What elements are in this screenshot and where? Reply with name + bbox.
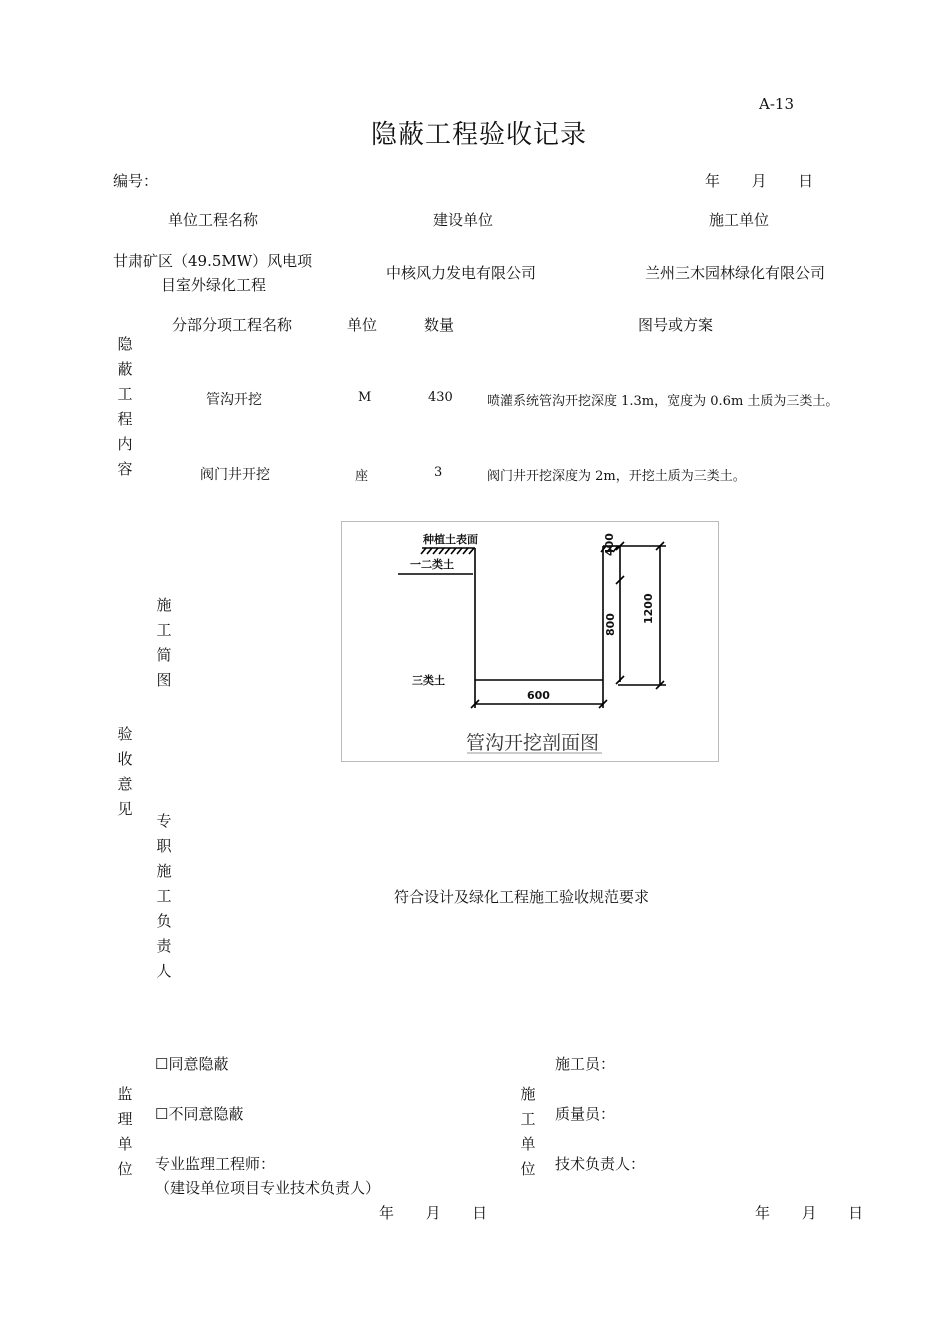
manager-side-label xyxy=(155,809,173,984)
side-char: 工 xyxy=(520,1110,536,1128)
col-header-contractor: 施工单位 xyxy=(709,211,770,229)
side-char: 图 xyxy=(156,671,172,689)
hw-row-unit: M xyxy=(358,390,372,405)
side-char: 理 xyxy=(117,1110,133,1128)
side-char: 工 xyxy=(117,385,133,403)
side-char: 简 xyxy=(156,646,172,664)
trench-section-drawing xyxy=(342,522,718,761)
side-char: 施 xyxy=(156,596,172,614)
date-day: 日 xyxy=(798,172,814,190)
dim-400-label: 400 xyxy=(603,533,616,556)
date-year: 年 xyxy=(705,172,721,190)
surface-label: 种植土表面 xyxy=(423,533,478,546)
sketch-side-label xyxy=(155,593,173,693)
hw-row-unit: 座 xyxy=(355,469,369,484)
page-title: 隐蔽工程验收记录 xyxy=(371,120,588,150)
side-char: 人 xyxy=(156,962,172,980)
date-day: 日 xyxy=(848,1204,864,1222)
side-char: 监 xyxy=(117,1085,133,1103)
date-day: 日 xyxy=(472,1204,488,1222)
agree-checkbox[interactable]: ☐同意隐蔽 xyxy=(155,1055,229,1073)
construction-date xyxy=(755,1202,863,1223)
date-month: 月 xyxy=(425,1204,441,1222)
col-header-project: 单位工程名称 xyxy=(168,211,259,229)
col-header-builder: 建设单位 xyxy=(433,211,494,229)
disagree-checkbox[interactable]: ☐不同意隐蔽 xyxy=(155,1105,244,1123)
number-label: 编号： xyxy=(113,172,159,190)
acceptance-opinion: 符合设计及绿化工程施工验收规范要求 xyxy=(394,888,650,906)
hw-header-unit: 单位 xyxy=(347,316,378,334)
supervising-engineer-label: 专业监理工程师： xyxy=(155,1155,276,1173)
dim-800-label: 800 xyxy=(604,613,617,636)
dim-width-label: 600 xyxy=(527,689,550,702)
contractor-name: 兰州三木园林绿化有限公司 xyxy=(645,264,826,282)
hw-row-plan: 喷灌系统管沟开挖深度 1.3m，宽度为 0.6m 土质为三类土。 xyxy=(487,394,839,409)
header-date xyxy=(705,170,813,191)
side-char: 验 xyxy=(117,725,133,743)
side-char: 责 xyxy=(156,937,172,955)
technical-lead-label: 技术负责人： xyxy=(555,1155,646,1173)
side-char: 单 xyxy=(117,1135,133,1153)
dim-1200-label: 1200 xyxy=(642,593,655,624)
side-char: 内 xyxy=(117,435,133,453)
construction-unit-side-label xyxy=(519,1082,537,1182)
soil12-label: 一二类土 xyxy=(410,558,454,571)
side-char: 程 xyxy=(117,410,133,428)
hw-row-qty: 430 xyxy=(428,390,453,405)
side-char: 见 xyxy=(117,800,133,818)
acceptance-side-label xyxy=(116,722,134,822)
hw-row-qty: 3 xyxy=(434,465,443,480)
side-char: 工 xyxy=(156,887,172,905)
side-char: 意 xyxy=(117,775,133,793)
worker-label: 施工员： xyxy=(555,1055,616,1073)
side-char: 工 xyxy=(156,621,172,639)
hw-side-label xyxy=(116,332,134,482)
quality-inspector-label: 质量员： xyxy=(555,1105,616,1123)
trench-section-figure xyxy=(341,521,719,762)
date-year: 年 xyxy=(755,1204,771,1222)
project-name-line2: 目室外绿化工程 xyxy=(161,276,267,294)
date-month: 月 xyxy=(751,172,767,190)
side-char: 单 xyxy=(520,1135,536,1153)
side-char: 施 xyxy=(156,862,172,880)
hw-header-qty: 数量 xyxy=(424,316,455,334)
date-year: 年 xyxy=(379,1204,395,1222)
builder-name: 中核风力发电有限公司 xyxy=(386,264,537,282)
supervising-engineer-note: （建设单位项目专业技术负责人） xyxy=(155,1179,381,1197)
side-char: 容 xyxy=(117,460,133,478)
side-char: 位 xyxy=(117,1160,133,1178)
soil3-label: 三类土 xyxy=(412,674,445,687)
project-name-line1: 甘肃矿区（49.5MW）风电项 xyxy=(113,252,313,270)
hw-row-name: 管沟开挖 xyxy=(206,392,262,408)
side-char: 负 xyxy=(156,912,172,930)
side-char: 专 xyxy=(156,812,172,830)
side-char: 位 xyxy=(520,1160,536,1178)
hw-header-plan: 图号或方案 xyxy=(638,316,714,334)
hw-header-name: 分部分项工程名称 xyxy=(172,316,293,334)
side-char: 施 xyxy=(520,1085,536,1103)
hw-row-plan: 阀门井开挖深度为 2m，开挖土质为三类土。 xyxy=(487,469,746,484)
figure-caption: 管沟开挖剖面图 xyxy=(466,732,600,754)
side-char: 蔽 xyxy=(117,360,133,378)
supervision-date xyxy=(379,1202,487,1223)
side-char: 隐 xyxy=(117,335,133,353)
supervision-side-label xyxy=(116,1082,134,1182)
form-code: A-13 xyxy=(759,95,794,113)
side-char: 收 xyxy=(117,750,133,768)
date-month: 月 xyxy=(801,1204,817,1222)
side-char: 职 xyxy=(156,837,172,855)
hw-row-name: 阀门井开挖 xyxy=(200,467,270,483)
